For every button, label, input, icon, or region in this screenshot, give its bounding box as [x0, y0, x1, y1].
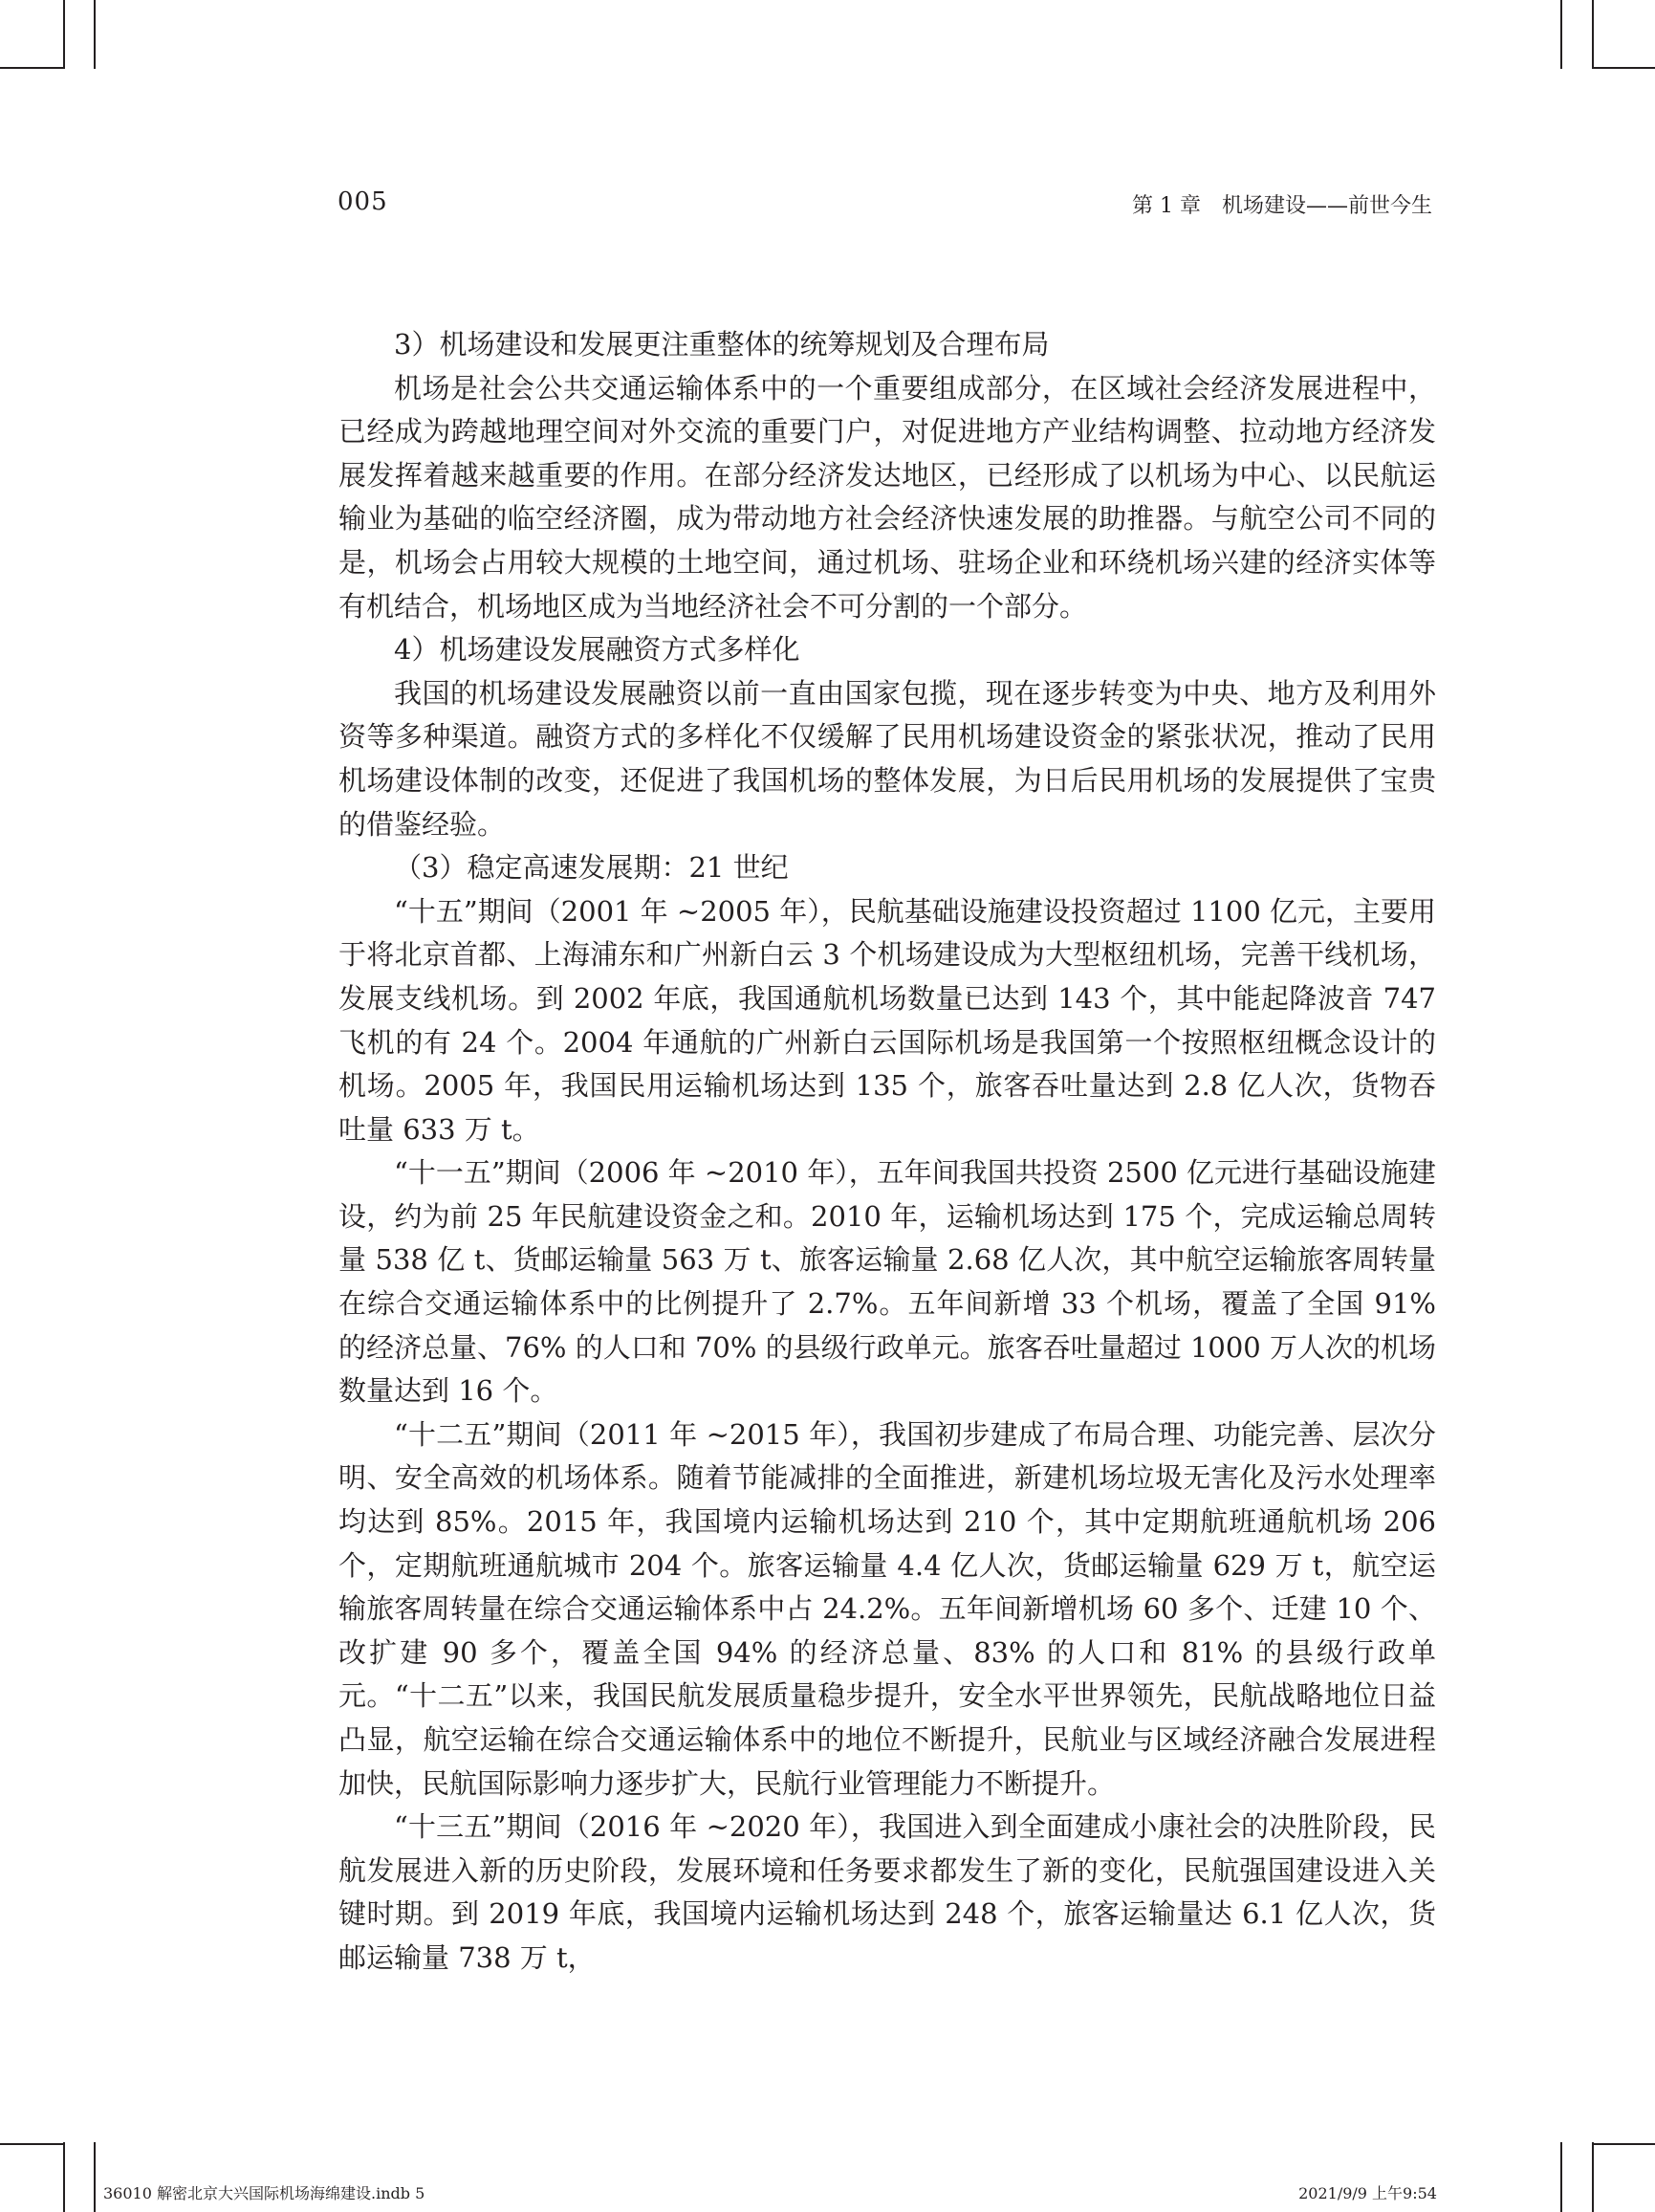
crop-mark — [1560, 2142, 1562, 2212]
subheading-period: （3）稳定高速发展期：21 世纪 — [394, 851, 789, 885]
crop-mark — [1592, 2143, 1655, 2145]
crop-mark — [0, 67, 63, 69]
crop-mark — [1592, 67, 1655, 69]
print-timestamp: 2021/9/9 上午9:54 — [1298, 2184, 1437, 2202]
body-text — [338, 323, 1436, 1981]
paragraph: “十五”期间（2001 年 ~2005 年），民航基础设施建设投资超过 1100 亿元，主要用于将北京首都、上海浦东和广州新白云 3 个机场建设成为大型枢纽机场，完善干线机场，发展支线机场。到 2002 年底，我国通航机场数量已达到 143 个，其中能起降波音 747 飞机的有 24 个。2004 年通航的广州新白云国际机场是我国第一个按照枢纽概念设计的机场。2005 年，我国民用运输机场达到 135 个，旅客吞吐量达到 2.8 亿人次，货物吞吐量 633 万 t。 — [338, 894, 1436, 1146]
chapter-title: 第 1 章 机场建设——前世今生 — [1132, 194, 1432, 218]
paragraph: “十二五”期间（2011 年 ~2015 年），我国初步建成了布局合理、功能完善、层次分明、安全高效的机场体系。随着节能减排的全面推进，新建机场垃圾无害化及污水处理率均达到 85%。2015 年，我国境内运输机场达到 210 个，其中定期航班通航机场 206 个，定期航班通航城市 204 个。旅客运输量 4.4 亿人次，货邮运输量 629 万 t，航空运输旅客周转量在综合交通运输体系中占 24.2%。五年间新增机场 60 多个、迁建 10 个、改扩建 90 多个，覆盖全国 94% 的经济总量、83% 的人口和 81% 的县级行政单元。“十二五”以来，我国民航发展质量稳步提升，安全水平世界领先，民航战略地位日益凸显，航空运输在综合交通运输体系中的地位不断提升，民航业与区域经济融合发展进程加快，民航国际影响力逐步扩大，民航行业管理能力不断提升。 — [338, 1417, 1436, 1800]
crop-mark — [94, 0, 96, 69]
paragraph: “十一五”期间（2006 年 ~2010 年），五年间我国共投资 2500 亿元进行基础设施建设，约为前 25 年民航建设资金之和。2010 年，运输机场达到 175 个，完成运输总周转量 538 亿 t、货邮运输量 563 万 t、旅客运输量 2.68 亿人次，其中航空运输旅客周转量在综合交通运输体系中的比例提升了 2.7%。五年间新增 33 个机场，覆盖了全国 91% 的经济总量、76% 的人口和 70% 的县级行政单元。旅客吞吐量超过 1000 万人次的机场数量达到 16 个。 — [338, 1156, 1436, 1408]
subheading-financing: 4）机场建设发展融资方式多样化 — [394, 633, 800, 667]
crop-mark — [1560, 0, 1562, 69]
subheading-planning: 3）机场建设和发展更注重整体的统筹规划及合理布局 — [394, 328, 1050, 361]
crop-mark — [0, 2143, 63, 2145]
paragraph: “十三五”期间（2016 年 ~2020 年），我国进入到全面建成小康社会的决胜阶段，民航发展进入新的历史阶段，发展环境和任务要求都发生了新的变化，民航强国建设进入关键时期。到 2019 年底，我国境内运输机场达到 248 个，旅客运输量达 6.1 亿人次，货邮运输量 738 万 t， — [338, 1810, 1436, 1974]
crop-mark — [1592, 0, 1594, 69]
crop-mark — [1592, 2142, 1594, 2212]
crop-mark — [63, 0, 65, 69]
page-number: 005 — [338, 187, 388, 216]
file-info: 36010 解密北京大兴国际机场海绵建设.indb 5 — [103, 2184, 425, 2202]
paragraph: 我国的机场建设发展融资以前一直由国家包揽，现在逐步转变为中央、地方及利用外资等多种渠道。融资方式的多样化不仅缓解了民用机场建设资金的紧张状况，推动了民用机场建设体制的改变，还促进了我国机场的整体发展，为日后民用机场的发展提供了宝贵的借鉴经验。 — [338, 676, 1436, 841]
crop-mark — [94, 2142, 96, 2212]
paragraph: 机场是社会公共交通运输体系中的一个重要组成部分，在区域社会经济发展进程中，已经成为跨越地理空间对外交流的重要门户，对促进地方产业结构调整、拉动地方经济发展发挥着越来越重要的作用。在部分经济发达地区，已经形成了以机场为中心、以民航运输业为基础的临空经济圈，成为带动地方社会经济快速发展的助推器。与航空公司不同的是，机场会占用较大规模的土地空间，通过机场、驻场企业和环绕机场兴建的经济实体等有机结合，机场地区成为当地经济社会不可分割的一个部分。 — [338, 371, 1436, 623]
crop-mark — [63, 2142, 65, 2212]
